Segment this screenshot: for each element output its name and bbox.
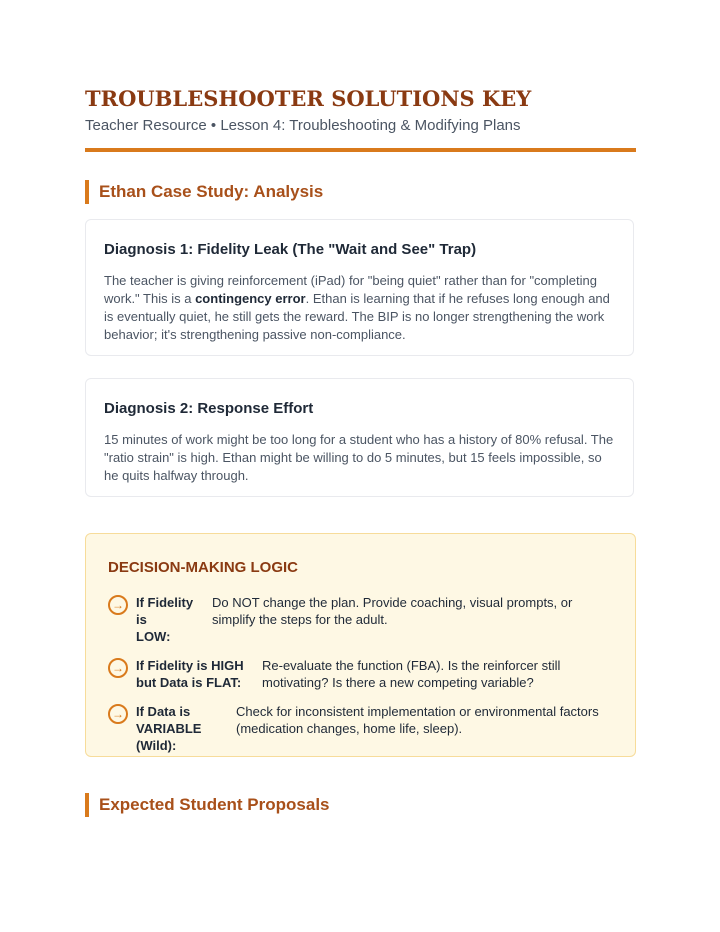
header	[85, 84, 636, 136]
rule-action: Do NOT change the plan. Provide coaching, visual prompts, or simplify the steps for the adult.	[212, 595, 573, 627]
section-heading-proposals: Expected Student Proposals	[85, 793, 619, 817]
rule-action: Check for inconsistent implementation or environmental factors (medication changes, home life, sleep).	[236, 704, 599, 736]
diagnosis-1-text-part: . Ethan is learning that if he refuses long enough and is eventually quiet, he still gets the reward. The BIP is no longer strengthening the work behavior; it's strengthening passive non-compliance.	[104, 291, 610, 342]
rule-condition	[136, 657, 254, 691]
rule-condition-line: If Data is	[136, 704, 191, 719]
logic-rule	[108, 703, 613, 754]
rule-condition-line: LOW:	[136, 629, 171, 644]
rule-condition-line: If Fidelity is	[136, 595, 194, 627]
section-heading-analysis: Ethan Case Study: Analysis	[85, 180, 619, 204]
diagnosis-2-text: 15 minutes of work might be too long for a student who has a history of 80% refusal. The "ratio strain" is high. Ethan might be willing to do 5 minutes, but 15 feels impossible, so he quits halfway through.	[104, 432, 614, 483]
rule-condition-line: VARIABLE	[136, 721, 202, 736]
decision-logic-box	[85, 533, 636, 757]
document-title: TROUBLESHOOTER SOLUTIONS KEY	[85, 86, 532, 111]
diagnosis-1-title: Diagnosis 1: Fidelity Leak (The "Wait and See" Trap)	[104, 241, 477, 258]
rule-action: Re-evaluate the function (FBA). Is the reinforcer still motivating? Is there a new competing variable?	[262, 658, 561, 690]
logic-rule	[108, 657, 613, 691]
arrow-right-circle-icon: →	[108, 658, 128, 678]
rule-condition-line: (Wild):	[136, 738, 177, 753]
decision-logic-title: DECISION-MAKING LOGIC	[108, 559, 298, 576]
header-divider	[85, 148, 636, 152]
rule-condition	[136, 594, 204, 645]
contingency-error-term: contingency error	[195, 291, 306, 306]
diagnosis-2-card	[85, 378, 634, 497]
diagnosis-1-card	[85, 219, 634, 356]
rule-condition-line: If Fidelity is HIGH	[136, 658, 244, 673]
arrow-right-circle-icon: →	[108, 595, 128, 615]
arrow-right-circle-icon: →	[108, 704, 128, 724]
rule-condition-line: but Data is FLAT:	[136, 675, 242, 690]
diagnosis-1-text-part: The teacher is giving reinforcement (iPad) for "being quiet" rather than for "completing work." This is a	[104, 273, 597, 306]
diagnosis-2-title: Diagnosis 2: Response Effort	[104, 400, 314, 417]
document-subtitle: Teacher Resource • Lesson 4: Troubleshooting & Modifying Plans	[85, 117, 521, 134]
rule-condition	[136, 703, 228, 754]
logic-rule	[108, 594, 613, 645]
diagnosis-1-text	[104, 272, 615, 344]
